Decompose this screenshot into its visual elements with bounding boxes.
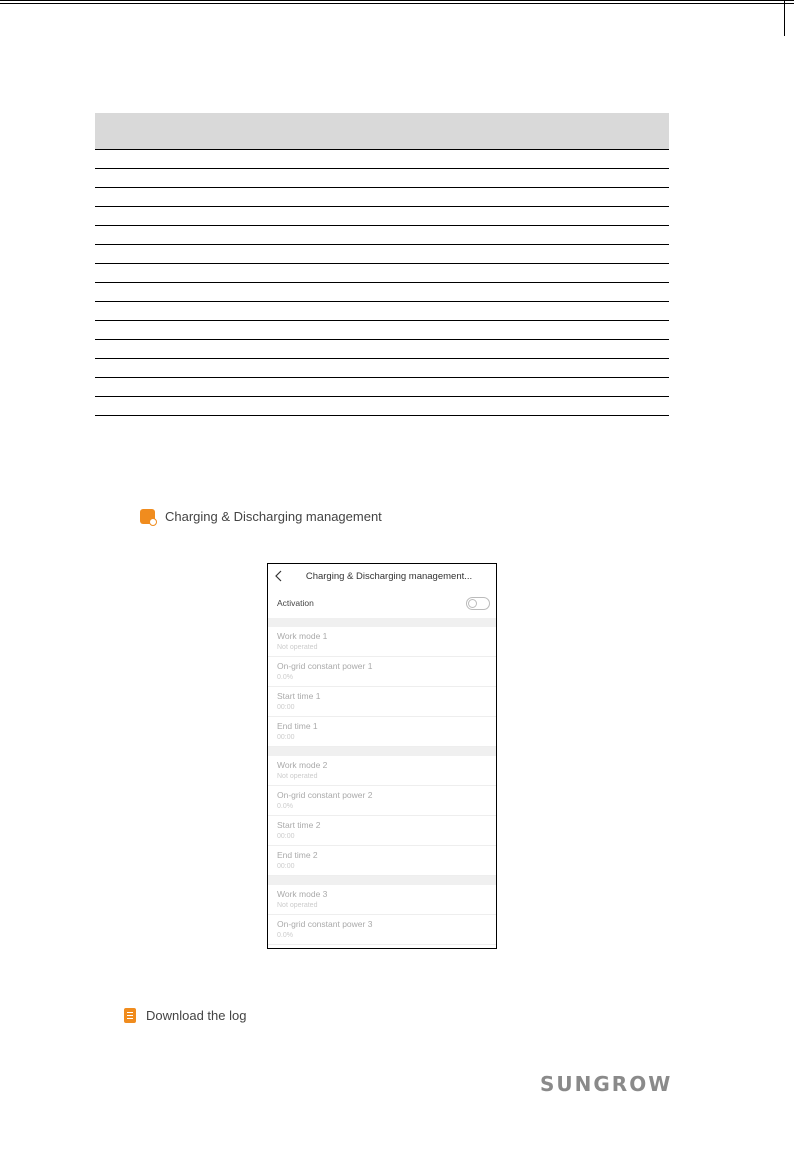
table-header-cell: [95, 113, 669, 150]
setting-label: Work mode 1: [277, 631, 328, 641]
group-separator: [268, 618, 496, 627]
setting-label: On-grid constant power 1: [277, 661, 373, 671]
sungrow-logo: SUNGROW: [540, 1072, 673, 1096]
activation-label: Activation: [277, 598, 314, 608]
table-row: [95, 359, 669, 378]
table-cell: [95, 245, 669, 264]
table-cell: [95, 150, 669, 169]
table-header-row: [95, 113, 669, 150]
setting-item[interactable]: [268, 627, 496, 657]
setting-item[interactable]: [268, 816, 496, 846]
download-log-menu-item[interactable]: [124, 1008, 246, 1023]
activation-row: [268, 588, 496, 618]
setting-label: End time 2: [277, 850, 318, 860]
table-row: [95, 264, 669, 283]
setting-item[interactable]: [268, 717, 496, 747]
table-row: [95, 397, 669, 416]
table-row: [95, 226, 669, 245]
setting-item[interactable]: [268, 846, 496, 876]
setting-label: End time 1: [277, 721, 318, 731]
table-body: [95, 150, 669, 416]
setting-value: 0.0%: [277, 674, 293, 681]
table-cell: [95, 226, 669, 245]
charging-management-menu-item[interactable]: [140, 509, 382, 524]
download-log-label: Download the log: [146, 1008, 247, 1023]
top-rule-line: [0, 0, 794, 1]
table-cell: [95, 397, 669, 416]
page-top-rule: [0, 0, 794, 38]
table-cell: [95, 169, 669, 188]
setting-item[interactable]: [268, 915, 496, 945]
phone-title: Charging & Discharging management...: [305, 570, 473, 582]
top-rule-line: [0, 3, 794, 4]
table-row: [95, 321, 669, 340]
setting-label: On-grid constant power 3: [277, 919, 373, 929]
table-row: [95, 150, 669, 169]
setting-label: On-grid constant power 2: [277, 790, 373, 800]
table-cell: [95, 302, 669, 321]
charging-management-icon: [140, 509, 155, 524]
setting-item[interactable]: [268, 786, 496, 816]
phone-screen: [267, 563, 497, 949]
setting-value: 00:00: [277, 863, 295, 870]
setting-value: 00:00: [277, 833, 295, 840]
setting-value: Not operated: [277, 644, 318, 651]
setting-label: Work mode 2: [277, 760, 328, 770]
table-row: [95, 378, 669, 397]
table-cell: [95, 340, 669, 359]
setting-value: 00:00: [277, 704, 295, 711]
parameter-table: [95, 113, 669, 416]
table-cell: [95, 207, 669, 226]
activation-toggle[interactable]: [466, 597, 490, 610]
setting-label: Work mode 3: [277, 889, 328, 899]
table-cell: [95, 283, 669, 302]
setting-item[interactable]: [268, 657, 496, 687]
back-button[interactable]: [272, 568, 286, 584]
top-rule-tick: [784, 0, 785, 36]
table-cell: [95, 378, 669, 397]
setting-item[interactable]: [268, 687, 496, 717]
charging-management-label: Charging & Discharging management: [165, 509, 382, 524]
table-cell: [95, 264, 669, 283]
document-icon: [124, 1008, 136, 1023]
setting-value: 00:00: [277, 734, 295, 741]
table-cell: [95, 359, 669, 378]
settings-groups: [268, 618, 496, 945]
setting-value: Not operated: [277, 902, 318, 909]
setting-item[interactable]: [268, 885, 496, 915]
table-cell: [95, 188, 669, 207]
setting-item[interactable]: [268, 756, 496, 786]
table-row: [95, 245, 669, 264]
setting-value: Not operated: [277, 773, 318, 780]
setting-value: 0.0%: [277, 932, 293, 939]
table-row: [95, 283, 669, 302]
table-row: [95, 207, 669, 226]
chevron-left-icon: [272, 568, 286, 584]
table-row: [95, 340, 669, 359]
phone-header: [268, 564, 496, 588]
table-row: [95, 188, 669, 207]
table-row: [95, 302, 669, 321]
table-row: [95, 169, 669, 188]
setting-label: Start time 1: [277, 691, 321, 701]
group-separator: [268, 747, 496, 756]
table-cell: [95, 321, 669, 340]
group-separator: [268, 876, 496, 885]
setting-label: Start time 2: [277, 820, 321, 830]
setting-value: 0.0%: [277, 803, 293, 810]
